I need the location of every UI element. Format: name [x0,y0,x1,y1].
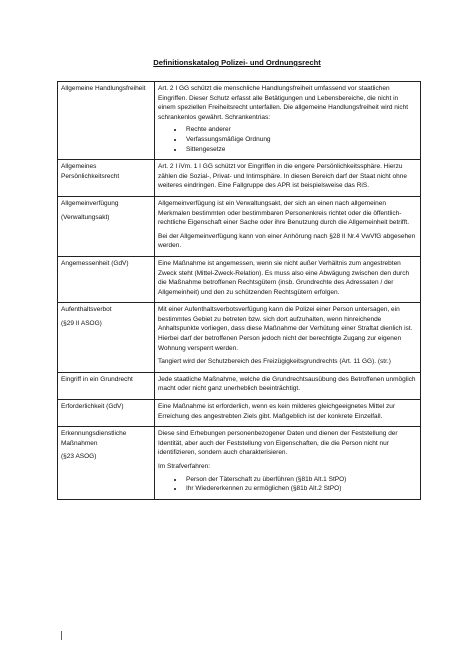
bullet-item: • Person der Täterschaft zu überführen (§81b Alt.1 StPO) [184,475,417,485]
definition-text: Tangiert wird der Schutzbereich des Freizügigkeitsgrundrechts (Art. 11 GG). (str.) [158,358,391,366]
definition-text: Art. 2 I iVm. 1 I GG schützt vor Eingriffen in die engere Persönlichkeitssphäre. Hierzu zählen die Sozial-, Privat- und Intimsphäre. In diesen Bereich darf der Staat nicht ohne weiteres eindringen. Eine Fallgruppe des APR ist beispielsweise das RiS. [158,163,407,190]
definition-row [58,160,421,197]
term-cell [58,400,155,427]
bullet-item: • Verfassungsmäßige Ordnung [184,135,417,145]
definition-row [58,303,421,373]
term-cell [58,427,155,500]
document-title: Definitionskatalog Polizei- und Ordnungsrecht [153,58,321,67]
definitions-table [57,81,421,500]
term-cell [58,256,155,302]
definition-cell [155,196,421,256]
term-cell [58,303,155,373]
definition-row [58,372,421,399]
term-label: Erkennungsdienstliche Maßnahmen [61,430,127,447]
term-label: Erforderlichkeit (GdV) [61,403,124,411]
definition-cell [155,372,421,399]
term-cell [58,196,155,256]
definition-row [58,196,421,256]
definition-text: Eine Maßnahme ist angemessen, wenn sie nicht außer Verhältnis zum angestrebten Zweck steht (Mittel-Zweck-Relation). Es muss also eine Abwägung zwischen den durch die Maßnahme betroffenen Rechtsgütern (insb. Grundrechte des Adressaten / der Allgemeinheit) und den zu schützenden Rechtsgütern erfolgen. [158,259,410,296]
bullet-list [158,125,417,154]
definition-text: Art. 2 I GG schützt die menschliche Handlungsfreiheit umfassend vor staatlichen Eingriffen. Dieser Schutz erfasst alle Betätigungen und Lebensbereiche, die nicht in einem speziellen Freiheitsrecht unterfallen. Die allgemeine Handlungsfreiheit wird nicht schrankenlos gewährt. Schrankentrias: [158,85,409,121]
term-cell [58,372,155,399]
definition-row [58,427,421,500]
term-label: Eingriff in ein Grundrecht [61,375,133,383]
term-label: (§29 II ASOG) [61,319,102,327]
term-label: Allgemeinverfügung [61,199,119,207]
term-label: Allgemeines Persönlichkeitsrecht [61,163,120,180]
term-label: Allgemeine Handlungsfreiheit [61,85,146,92]
definition-cell [155,427,421,500]
term-cell [58,82,155,160]
definition-text: Diese sind Erhebungen personenbezogener Daten und dienen der Feststellung der Identität, aber auch der Feststellung von Eigenschaften, die die Person nicht nur identifizieren, sondern auch charakterisieren. [158,430,398,457]
term-label: Angemessenheit (GdV) [61,259,129,267]
definition-text: Allgemeinverfügung ist ein Verwaltungsakt, der sich an einen nach allgemeinen Merkmalen bestimmten oder bestimmbaren Personenkreis richtet oder die öffentlich-rechtliche Eigenschaft einer Sache oder ihre Benutzung durch die Allgemeinheit betrifft. [158,199,410,227]
bullet-item: • Rechte anderer [184,125,417,135]
bullet-item: • Ihr Wiedererkennen zu ermöglichen (§81b Alt.2 StPO) [184,484,417,494]
definition-row [58,256,421,302]
definition-text: Bei der Allgemeinverfügung kann von einer Anhörung nach §28 II Nr.4 VwVfG abgesehen werden. [158,232,416,250]
definition-text: Im Strafverfahren: [158,463,211,470]
definition-row [58,400,421,427]
term-cell [58,160,155,197]
definition-cell [155,400,421,427]
definition-row [58,82,421,160]
definition-cell [155,256,421,302]
text-cursor [61,631,62,640]
bullet-item: • Sittengesetze [184,145,417,155]
bullet-list [158,475,417,494]
definition-text: Eine Maßnahme ist erforderlich, wenn es kein milderes gleichgeeignetes Mittel zur Erreichung des angestrebten Ziels gibt. Maßgeblich ist der konkrete Einzelfall. [158,403,395,420]
definition-text: Mit einer Aufenthaltsverbotsverfügung kann die Polizei einer Person untersagen, ein bestimmtes Gebiet zu betreten bzw. sich dort aufzuhalten, wenn hinreichende Anhaltspunkte vorliegen, dass diese Maßnahme der Verhütung einer Straftat dienlich ist. Hierbei darf der betroffenen Person jedoch nicht der berechtigte Zugang zur eigenen Wohnung versperrt werden. [158,306,413,352]
definition-cell [155,160,421,197]
definition-cell [155,303,421,373]
term-label: Aufenthaltsverbot [61,306,112,314]
definition-cell [155,82,421,160]
term-label: (Verwaltungsakt) [61,213,110,221]
term-label: (§23 ASOG) [61,453,97,461]
definition-text: Jede staatliche Maßnahme, welche die Grundrechtsausübung des Betroffenen unmöglich macht oder nicht ganz unerheblich beeinträchtigt. [158,375,416,393]
